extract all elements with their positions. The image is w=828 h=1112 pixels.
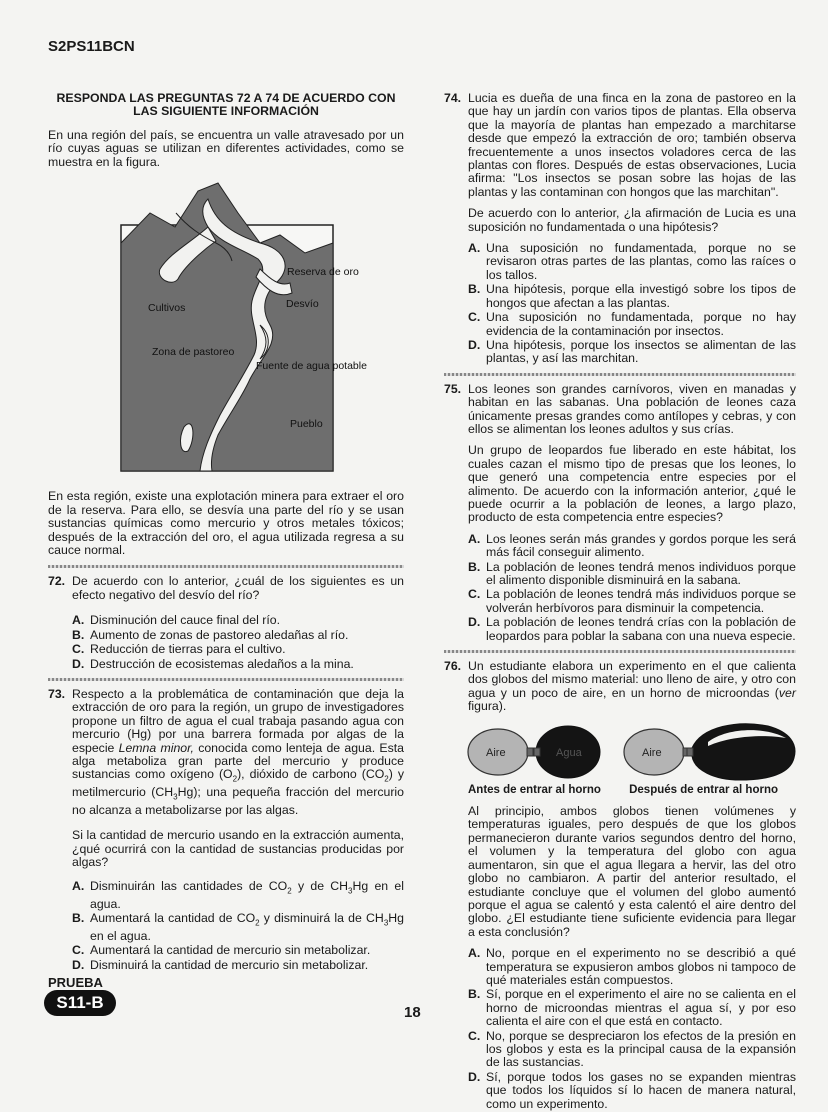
exam-code: S2PS11BCN — [48, 38, 135, 55]
option-a[interactable]: A. Disminución del cauce final del río. — [72, 613, 281, 628]
question-number: 73. — [48, 686, 66, 701]
question-prompt: De acuerdo con lo anterior, ¿la afirmación de Lucia es una suposición no fundamentada o una hipótesis? — [468, 206, 796, 234]
separator — [444, 650, 796, 653]
option-a[interactable]: A. Los leones serán más grandes y gordos porque les será más fácil conseguir alimento. — [468, 531, 796, 560]
question-73 — [48, 688, 404, 972]
question-prompt: Un grupo de leopardos fue liberado en este hábitat, los cuales cazan el mismo tipo de presas que los leones, lo que generó una competencia entre especies por el alimento. De acuerdo con la información anterior, ¿qué le puede ocurrir a la población de leones, a largo plazo, producto de esta competencia entre especies? — [468, 443, 796, 525]
question-stem: Lucia es dueña de una finca en la zona de pastoreo en la que hay un jardín con varios tipos de plantas. Ella observa que la mayoría de plantas han empezado a marchitarse desde que empezó la extracción de oro; también observa frecuentemente a unos insectos voladores cerca de las plantas con flores. Después de estas observaciones, Lucia afirma: "Los insectos se posan sobre las hojas de las plantas y las contaminan con hongos que las marchitan". — [468, 91, 796, 199]
question-number: 72. — [48, 574, 66, 589]
label-zona: Zona de pastoreo — [152, 346, 235, 359]
label-fuente: Fuente de agua potable — [256, 360, 367, 373]
context-text: En esta región, existe una explotación minera para extraer el oro de la reserva. Para ello, se desvía una parte del río y se usan sustancias químicas como mercurio y otros metales tóxicos; después de la extracción del oro, el agua utilizada regresa a su cauce normal. — [48, 489, 404, 558]
option-d[interactable]: D. La población de leones tendrá crías con la población de leopardos para poblar la sabana con una nueva especie. — [468, 615, 796, 643]
intro-text: En una región del país, se encuentra un valle atravesado por un río cuyas aguas se utilizan en diferentes actividades, como se muestra en la figura. — [48, 127, 404, 169]
options-74 — [468, 242, 796, 366]
label-pueblo: Pueblo — [290, 418, 323, 431]
option-a[interactable]: A. Una suposición no fundamentada, porque no se revisaron otras partes de las plantas, como las raíces o los tallos. — [468, 241, 796, 282]
footer-prueba-label: PRUEBA — [48, 975, 103, 990]
question-prompt: Si la cantidad de mercurio usando en la extracción aumenta, ¿qué ocurrirá con la cantidad de sustancias producidas por algas? — [72, 828, 404, 870]
options-72 — [72, 614, 404, 671]
option-b[interactable]: B. La población de leones tendrá menos individuos porque el alimento disponible disminuirá en la sabana. — [468, 559, 796, 587]
balloon-knot — [687, 748, 693, 756]
balloon-label-agua: Agua — [556, 746, 582, 759]
balloon-knot — [534, 748, 540, 756]
option-b[interactable]: B. Aumento de zonas de pastoreo aledañas al río. — [72, 627, 349, 642]
option-b[interactable]: B. Sí, porque en el experimento el aire no se calienta en el horno de microondas mientras el agua sí, y por eso calienta el aire con el que está en contacto. — [468, 987, 796, 1029]
option-c[interactable]: C. Reducción de tierras para el cultivo. — [72, 642, 286, 657]
label-desvio: Desvío — [286, 298, 319, 311]
option-b[interactable]: B. Una hipótesis, porque ella investigó sobre los tipos de hongos que afectan a las plantas. — [468, 282, 796, 310]
question-stem: Respecto a la problemática de contaminación que deja la extracción de oro para la región, un grupo de investigadores propone un filtro de agua el cual trabaja pasando agua con mercurio (Hg) por una barrera formada por algas de la especie Lemna minor, conocida como lenteja de agua. Esta alga metaboliza gran parte del mercurio y produce sustancias como oxígeno $(O_2)$, dióxido de carbono $(CO_2)$ y metilmercurio $(CH_3Hg)$; una pequeña fracción del mercurio no alcanza a metabolizarse por las algas. — [72, 686, 404, 818]
balloon-label-aire: Aire — [486, 746, 506, 759]
option-c[interactable]: C. Una suposición no fundamentada, porque no hay evidencia de la contaminación por insectos. — [468, 310, 796, 338]
separator — [48, 565, 404, 568]
option-d[interactable]: D. Sí, porque todos los gases no se expanden mientras que todos los líquidos sí lo hacen de manera natural, como un experimento. — [468, 1069, 796, 1111]
balloon-knot — [527, 748, 533, 756]
option-d[interactable]: D. Destrucción de ecosistemas aledaños a la mina. — [72, 656, 354, 671]
question-72 — [48, 575, 404, 670]
options-73 — [72, 880, 404, 972]
option-b[interactable]: B. Aumentará la cantidad de $CO_2$ y disminuirá la de $CH_3Hg$ en el agua. — [72, 910, 404, 943]
caption-after: Después de entrar al horno — [629, 783, 778, 796]
label-reserva: Reserva de oro — [287, 266, 359, 279]
option-c[interactable]: C. Aumentará la cantidad de mercurio sin metabolizar. — [72, 943, 371, 958]
options-75 — [468, 533, 796, 643]
question-76 — [444, 660, 796, 1111]
option-c[interactable]: C. La población de leones tendrá más individuos porque se volverán herbívoros para disminuir la competencia. — [468, 587, 796, 615]
question-stem: Los leones son grandes carnívoros, viven en manadas y habitan en las sabanas. Una población de leones caza únicamente presas grandes como antílopes y cebras, y con ellos se alimentan los leones adultos y sus crías. — [468, 381, 796, 436]
experiment-text: Al principio, ambos globos tienen volúmenes y temperaturas iguales, pero después de que los globos permanecieron durante varios segundos dentro del horno, el volumen y la temperatura del globo con agua aumentaron, sin que el agua llegara a hervir, las del otro globo no cambiaron. A partir del anterior resultado, el estudiante concluye que el volumen del globo aumentó porque el agua se calentó y esta calentó el aire dentro del globo. ¿El estudiante tiene suficiente evidencia para llegar a esta conclusión? — [468, 804, 796, 939]
option-c[interactable]: C. No, porque se despreciaron los efectos de la presión en los globos y esta es la principal causa de la expansión de las sustancias. — [468, 1028, 796, 1070]
test-badge: S11-B — [44, 990, 116, 1016]
options-76 — [468, 947, 796, 1111]
question-75 — [444, 383, 796, 643]
left-column — [48, 92, 404, 973]
question-stem: Un estudiante elabora un experimento en el que calienta dos globos del mismo material: uno lleno de aire, y otro con agua y un poco de aire, en un horno de microondas (ver figura). — [468, 659, 796, 714]
balloon-figure — [468, 722, 796, 782]
page-number: 18 — [404, 1004, 421, 1021]
label-cultivos: Cultivos — [148, 302, 186, 315]
balloon-captions — [468, 784, 796, 797]
option-a[interactable]: A. No, porque en el experimento no se describió a qué temperatura se expusieron ambos globos ni tampoco de qué materiales están compuestos. — [468, 946, 796, 987]
option-a[interactable]: A. Disminuirán las cantidades de $CO_2$ y de $CH_3Hg$ en el agua. — [72, 878, 404, 911]
right-column — [444, 92, 796, 1112]
option-d[interactable]: D. Disminuirá la cantidad de mercurio sin metabolizar. — [72, 957, 369, 972]
valley-figure — [120, 183, 367, 473]
separator — [444, 373, 796, 376]
question-number: 74. — [444, 91, 462, 105]
question-stem: De acuerdo con lo anterior, ¿cuál de los siguientes es un efecto negativo del desvío del río? — [72, 574, 404, 602]
separator — [48, 678, 404, 681]
question-74 — [444, 92, 796, 366]
option-d[interactable]: D. Una hipótesis, porque los insectos se alimentan de las plantas, y así las marchitan. — [468, 337, 796, 366]
question-number: 75. — [444, 381, 462, 396]
balloon-label-aire-after: Aire — [642, 746, 662, 759]
section-title: RESPONDA LAS PREGUNTAS 72 A 74 DE ACUERDO CON LAS SIGUIENTE INFORMACIÓN — [56, 91, 396, 119]
caption-before: Antes de entrar al horno — [468, 783, 601, 796]
question-number: 76. — [444, 659, 462, 674]
